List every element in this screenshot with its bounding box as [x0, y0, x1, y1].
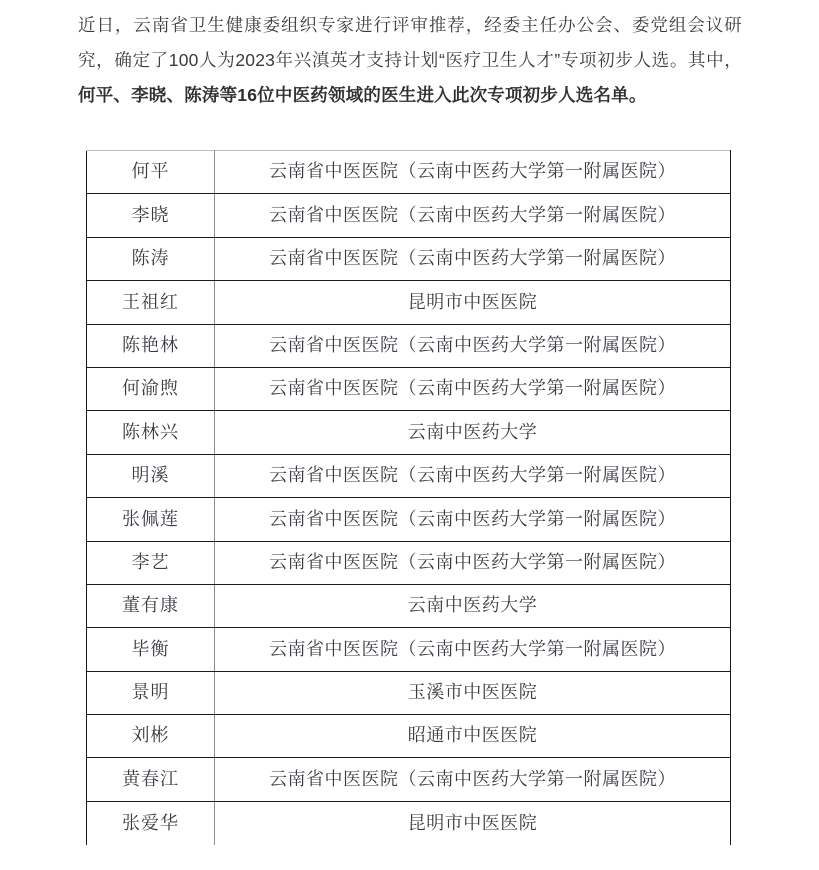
cell-organization: 云南省中医医院（云南中医药大学第一附属医院） [215, 367, 731, 410]
cell-organization: 昆明市中医医院 [215, 281, 731, 324]
table-row [87, 281, 731, 324]
cell-person-name: 张爱华 [87, 801, 215, 844]
cell-person-name: 王祖红 [87, 281, 215, 324]
table-row [87, 194, 731, 237]
table-row [87, 584, 731, 627]
cell-organization: 云南省中医医院（云南中医药大学第一附属医院） [215, 498, 731, 541]
cell-person-name: 董有康 [87, 584, 215, 627]
cell-organization: 昆明市中医医院 [215, 801, 731, 844]
intro-body: 近日，云南省卫生健康委组织专家进行评审推荐，经委主任办公会、委党组会议研究，确定了100人为2023年兴滇英才支持计划“医疗卫生人才”专项初步人选。其中， [78, 15, 742, 70]
table-row [87, 367, 731, 410]
table-row [87, 324, 731, 367]
roster-table-body [87, 151, 731, 845]
cell-organization: 云南省中医医院（云南中医药大学第一附属医院） [215, 237, 731, 280]
intro-text [78, 8, 742, 113]
intro-paragraph [78, 8, 742, 113]
cell-person-name: 毕衡 [87, 628, 215, 671]
cell-organization: 云南省中医医院（云南中医药大学第一附属医院） [215, 151, 731, 194]
cell-person-name: 李艺 [87, 541, 215, 584]
cell-person-name: 陈艳林 [87, 324, 215, 367]
table-row [87, 237, 731, 280]
table-row [87, 715, 731, 758]
table-row [87, 454, 731, 497]
cell-person-name: 黄春江 [87, 758, 215, 801]
cell-organization: 云南省中医医院（云南中医药大学第一附属医院） [215, 758, 731, 801]
table-row [87, 411, 731, 454]
cell-organization: 云南中医药大学 [215, 584, 731, 627]
cell-person-name: 景明 [87, 671, 215, 714]
cell-organization: 云南省中医医院（云南中医药大学第一附属医院） [215, 324, 731, 367]
intro-highlight: 何平、李晓、陈涛等16位中医药领域的医生进入此次专项初步人选名单。 [78, 85, 647, 105]
table-row [87, 541, 731, 584]
table-row [87, 151, 731, 194]
table-row [87, 801, 731, 844]
roster-table-container [86, 150, 730, 845]
cell-organization: 云南省中医医院（云南中医药大学第一附属医院） [215, 454, 731, 497]
cell-organization: 云南省中医医院（云南中医药大学第一附属医院） [215, 541, 731, 584]
cell-person-name: 刘彬 [87, 715, 215, 758]
cell-person-name: 张佩莲 [87, 498, 215, 541]
cell-organization: 云南省中医医院（云南中医药大学第一附属医院） [215, 628, 731, 671]
cell-person-name: 李晓 [87, 194, 215, 237]
table-row [87, 498, 731, 541]
cell-organization: 云南中医药大学 [215, 411, 731, 454]
cell-organization: 昭通市中医医院 [215, 715, 731, 758]
cell-person-name: 陈涛 [87, 237, 215, 280]
table-row [87, 758, 731, 801]
cell-organization: 玉溪市中医医院 [215, 671, 731, 714]
cell-person-name: 何平 [87, 151, 215, 194]
cell-person-name: 陈林兴 [87, 411, 215, 454]
cell-organization: 云南省中医医院（云南中医药大学第一附属医院） [215, 194, 731, 237]
cell-person-name: 何渝煦 [87, 367, 215, 410]
table-row [87, 628, 731, 671]
table-row [87, 671, 731, 714]
roster-table [86, 150, 731, 845]
cell-person-name: 明溪 [87, 454, 215, 497]
